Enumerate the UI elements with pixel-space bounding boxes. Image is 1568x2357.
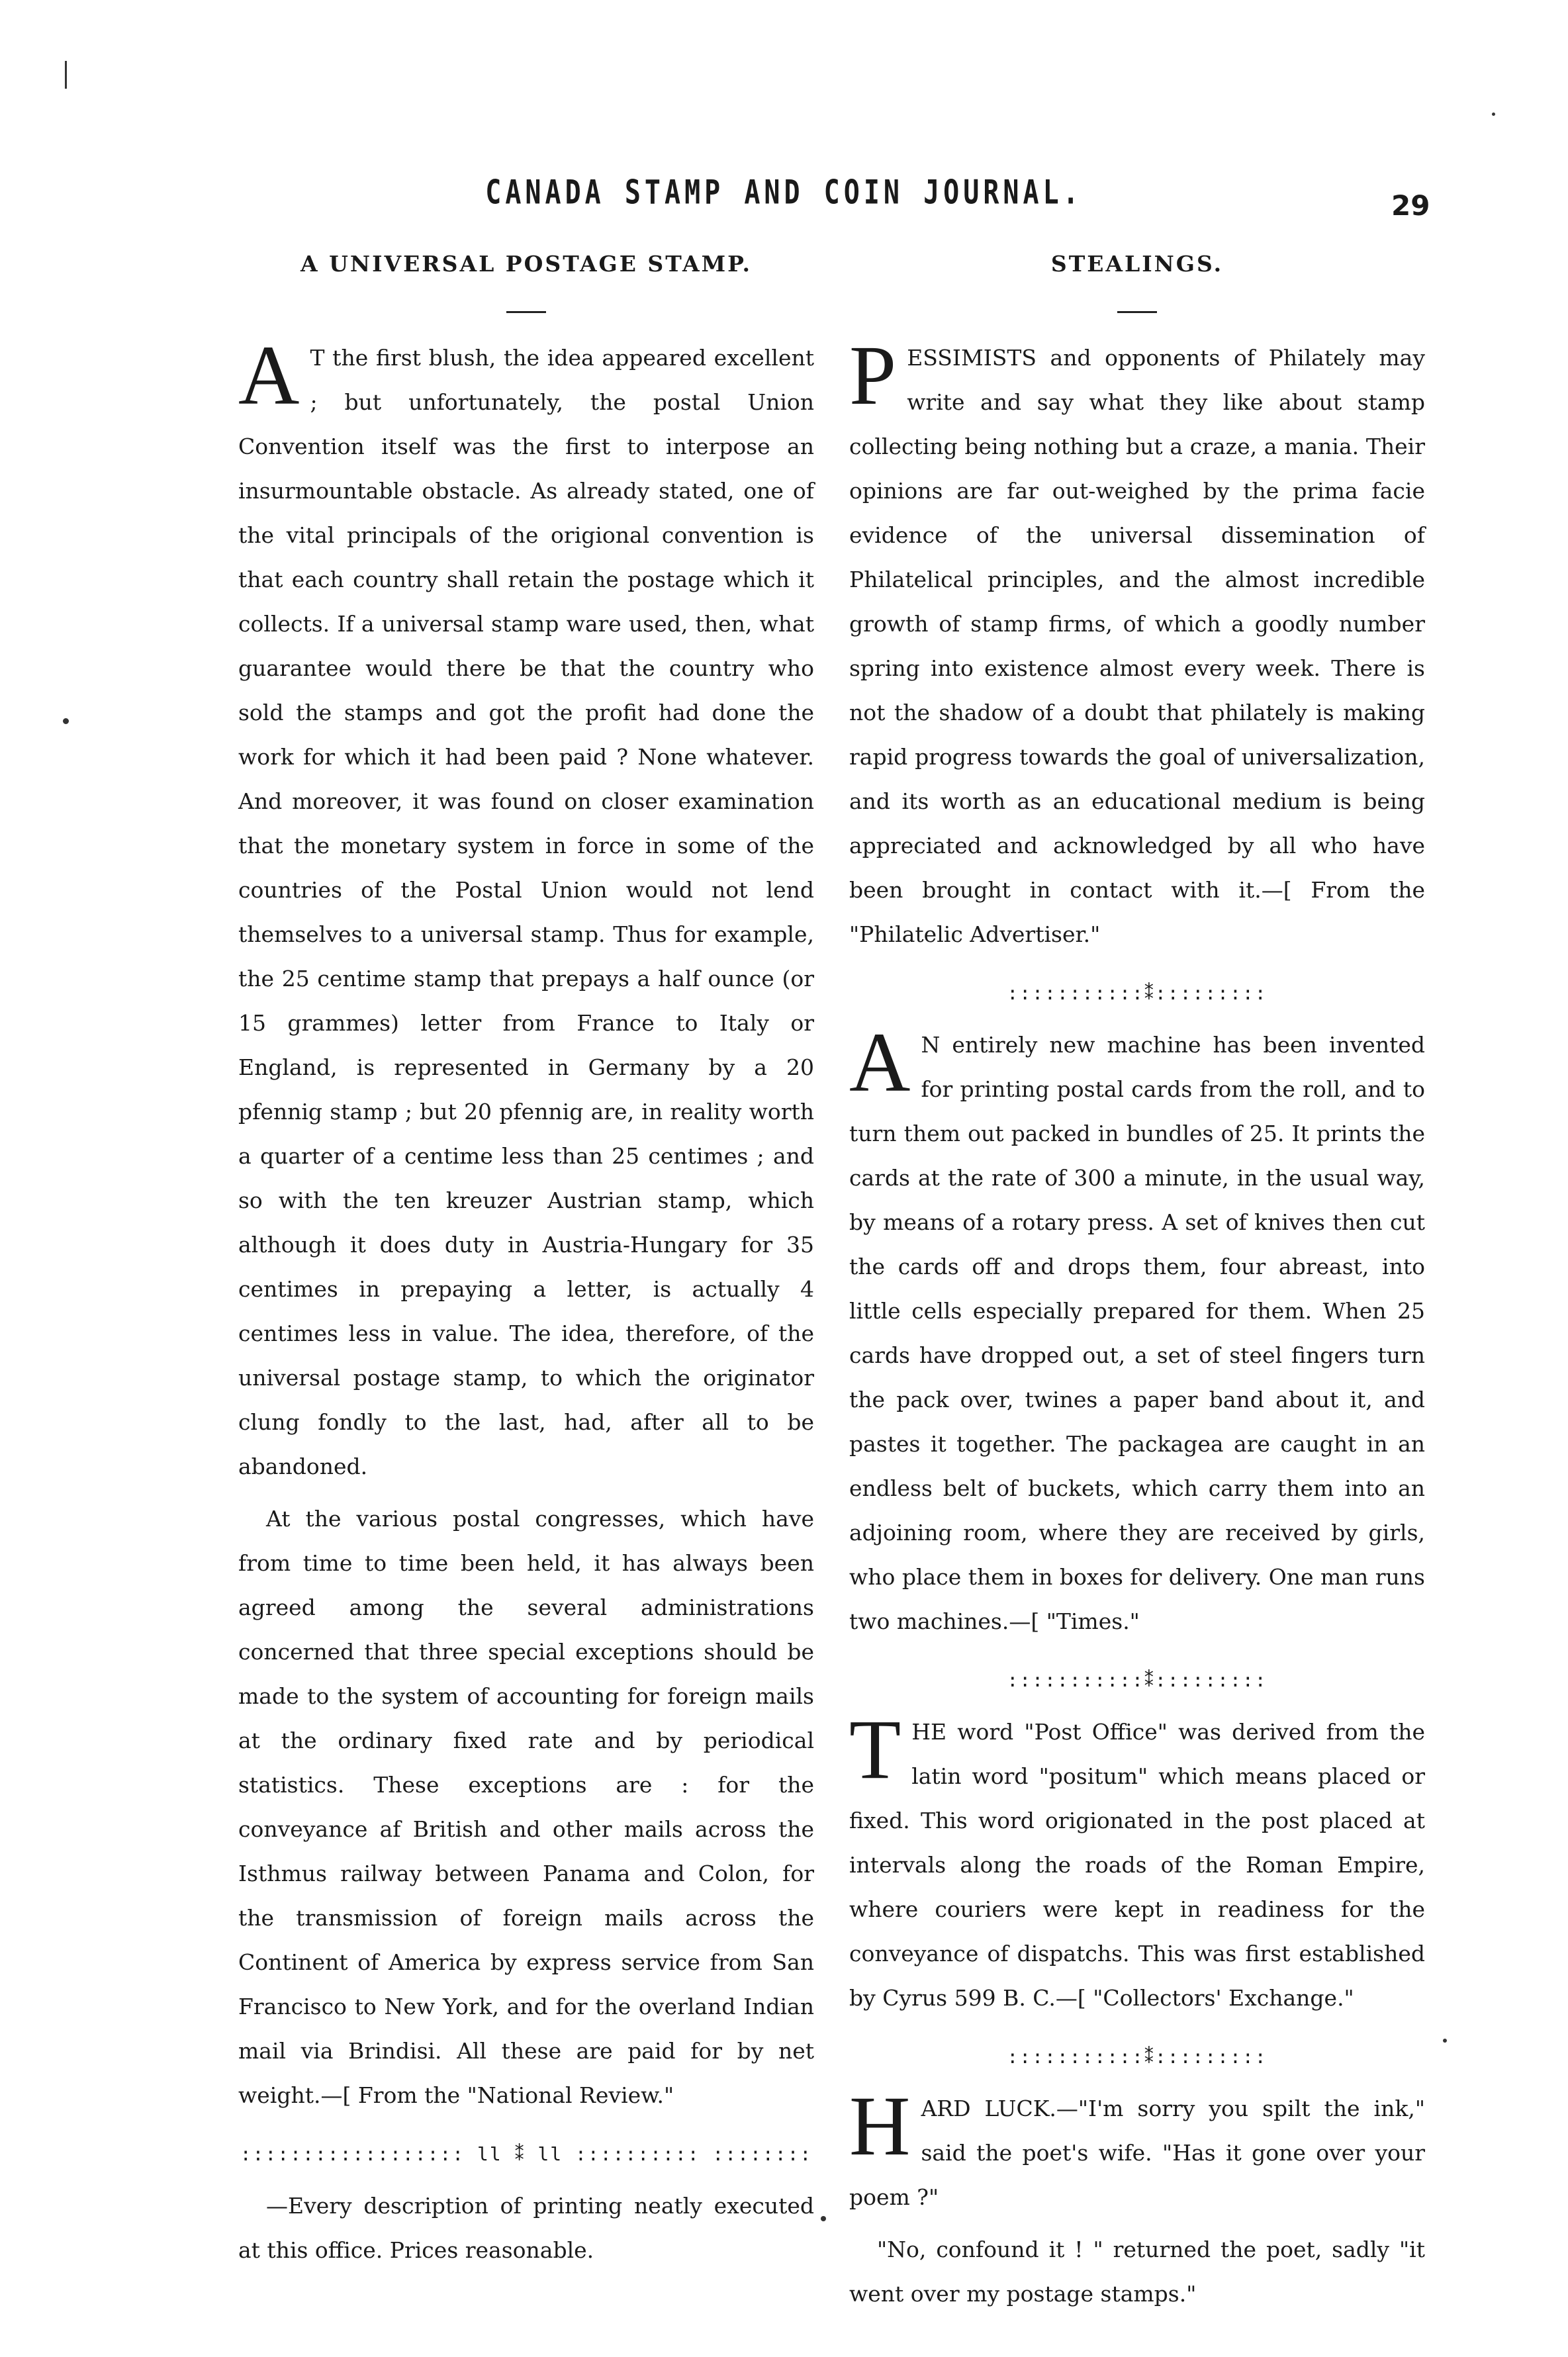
heading-rule [1117,311,1157,313]
drop-cap: A [849,1015,911,1109]
article-paragraph-1 [238,328,814,1489]
scan-speck [821,2216,826,2221]
item-text: ESSIMISTS and opponents of Philately may write and say what they like about stamp collecting being nothing but a craze, a mania. Their opinions are far out-weighed by the prima facie evidence of the universal dissemination of Philatelical principles, and the almost incredible growth of stamp firms, of which a goodly number spring into existence almost every week. There is not the shadow of a doubt that philately is making rapid progress towards the goal of universalization, and its worth as an educational medium is being appreciated and acknowledged by all who have been brought in contact with it.—[ From the "Philatelic Advertiser." [849,345,1425,947]
drop-cap: H [849,2079,911,2173]
right-column [849,246,1425,2324]
item-text: N entirely new machine has been invented for printing postal cards from the roll, and to turn them out packed in bundles of 25. It prints the cards at the rate of 300 a minute, in the usual way, by means of a rotary press. A set of knives then cut the cards off and drops them, four abreast, into little cells especially prepared for them. When 25 cards have dropped out, a set of steel fingers turn the pack over, twines a paper band about it, and pastes it together. The packagea are caught in an endless belt of buckets, which carry them into an adjoining room, where they are received by girls, who place them in boxes for delivery. One man runs two machines.—[ "Times." [849,1032,1425,1634]
ornament-divider: :::::::::::⁑::::::::: [1007,982,1268,1004]
section-heading-stealings: STEALINGS. [1050,251,1224,277]
drop-cap: T [849,1702,901,1796]
article-paragraph-2: At the various postal congresses, which have from time to time been held, it has always been agreed among the several administrations concerned that three special exceptions should be made to the system of accounting for foreign mails at the ordinary fixed rate and by periodical statistics. These exceptions are : for the conveyance af British and other mails across the Isthmus railway between Panama and Colon, for the transmission of foreign mails across the Continent of America by express service from San Francisco to New York, and for the overland Indian mail via Brindisi. All these are paid for by net weight.—[ From the "National Review." [238,1506,814,2108]
item-text: ARD LUCK.—"I'm sorry you spilt the ink," said the poet's wife. "Has it gone over your poem ?" [849,2096,1425,2210]
ornament-divider: :::::::::::::::::: ll ⁑ ll :::::::::: :::::::: [240,2143,813,2165]
scan-speck [65,61,67,89]
drop-cap: P [849,328,897,422]
item-post-office-origin [849,1702,1425,2020]
scan-speck [1492,113,1495,116]
left-column [238,246,814,2280]
scan-speck [63,718,69,724]
ornament-divider: :::::::::::⁑::::::::: [1007,2046,1268,2068]
scan-speck [1443,2039,1447,2043]
ornament-divider: :::::::::::⁑::::::::: [1007,1669,1268,1691]
item-pessimists [849,328,1425,956]
journal-masthead: CANADA STAMP AND COIN JOURNAL. [485,173,1083,212]
article-heading-universal-postage-stamp: A UNIVERSAL POSTAGE STAMP. [300,251,752,277]
item-postal-card-machine [849,1015,1425,1643]
item-text: HE word "Post Office" was derived from the latin word "positum" which means placed or fixed. This word origionated in the post placed at intervals along the roads of the Roman Empire, where couriers were kept in readiness for the conveyance of dispatchs. This was first established by Cyrus 599 B. C.—[ "Collectors' Exchange." [849,1719,1425,2011]
paragraph-text: T the first blush, the idea appeared excellent ; but unfortunately, the postal Union Convention itself was the first to interpose an insurmountable obstacle. As already stated, one of the vital principals of the origional convention is that each country shall retain the postage which it collects. If a universal stamp ware used, then, what guarantee would there be that the country who sold the stamps and got the profit had done the work for which it had been paid ? None whatever. And moreover, it was found on closer examination that the monetary system in force in some of the countries of the Postal Union would not lend themselves to a universal stamp. Thus for example, the 25 centime stamp that prepays a half ounce (or 15 grammes) letter from France to Italy or England, is represented in Germany by a 20 pfennig stamp ; but 20 pfennig are, in reality worth a quarter of a centime less than 25 centimes ; and so with the ten kreuzer Austrian stamp, which although it does duty in Austria-Hungary for 35 centimes in prepaying a letter, is actually 4 centimes less in value. The idea, therefore, of the universal postage stamp, to which the originator clung fondly to the last, had, after all to be abandoned. [238,345,814,1479]
heading-rule [506,311,546,313]
drop-cap: A [238,328,300,422]
item-hard-luck [849,2079,1425,2219]
page-number: 29 [1391,189,1430,222]
item-hard-luck-reply: "No, confound it ! " returned the poet, sadly "it went over my postage stamps." [849,2237,1425,2307]
printing-notice: —Every description of printing neatly executed at this office. Prices reasonable. [238,2193,814,2263]
